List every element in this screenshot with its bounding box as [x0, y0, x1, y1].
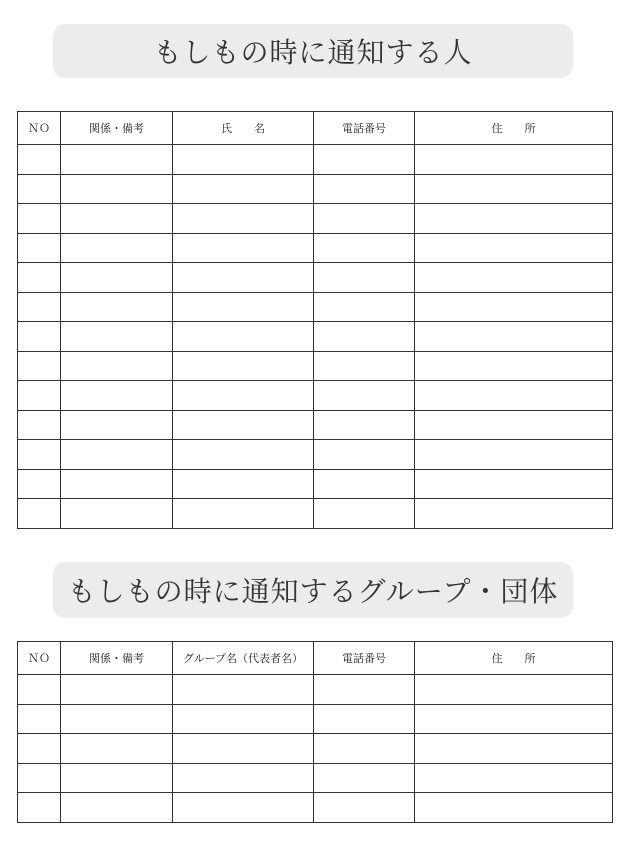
individual-cell-no[interactable]	[18, 145, 61, 175]
individual-cell-name[interactable]	[173, 469, 314, 499]
table-row	[18, 263, 613, 293]
individual-cell-name[interactable]	[173, 410, 314, 440]
individual-cell-address[interactable]	[415, 322, 613, 352]
table-row	[18, 763, 613, 793]
individual-cell-phone[interactable]	[314, 233, 415, 263]
individuals-title-text: もしもの時に通知する人	[153, 36, 473, 69]
individual-cell-phone[interactable]	[314, 410, 415, 440]
individual-cell-phone[interactable]	[314, 381, 415, 411]
group-cell-phone[interactable]	[314, 763, 415, 793]
group-cell-address[interactable]	[415, 734, 613, 764]
individual-cell-name[interactable]	[173, 263, 314, 293]
individuals-contact-table	[17, 111, 613, 529]
individual-cell-no[interactable]	[18, 499, 61, 529]
individual-cell-name[interactable]	[173, 292, 314, 322]
individual-cell-phone[interactable]	[314, 263, 415, 293]
header-group-name: グループ名（代表者名）	[173, 642, 314, 675]
individual-cell-no[interactable]	[18, 381, 61, 411]
header-address: 住 所	[415, 112, 613, 145]
table-row	[18, 499, 613, 529]
individual-cell-address[interactable]	[415, 145, 613, 175]
individual-cell-name[interactable]	[173, 145, 314, 175]
individual-cell-relation[interactable]	[61, 410, 173, 440]
individual-cell-no[interactable]	[18, 204, 61, 234]
individual-cell-address[interactable]	[415, 351, 613, 381]
individual-cell-no[interactable]	[18, 233, 61, 263]
individual-cell-address[interactable]	[415, 263, 613, 293]
header-relation: 関係・備考	[61, 642, 173, 675]
group-cell-no[interactable]	[18, 763, 61, 793]
individual-cell-phone[interactable]	[314, 174, 415, 204]
group-cell-no[interactable]	[18, 734, 61, 764]
individual-cell-relation[interactable]	[61, 469, 173, 499]
individual-cell-relation[interactable]	[61, 204, 173, 234]
individual-cell-phone[interactable]	[314, 145, 415, 175]
header-phone: 電話番号	[314, 642, 415, 675]
individual-cell-relation[interactable]	[61, 322, 173, 352]
individual-cell-name[interactable]	[173, 322, 314, 352]
individuals-section-title	[53, 24, 573, 78]
table-row	[18, 675, 613, 705]
group-cell-phone[interactable]	[314, 704, 415, 734]
individual-cell-name[interactable]	[173, 440, 314, 470]
header-phone: 電話番号	[314, 112, 415, 145]
table-header-row	[18, 642, 613, 675]
individual-cell-name[interactable]	[173, 351, 314, 381]
group-cell-relation[interactable]	[61, 704, 173, 734]
individual-cell-relation[interactable]	[61, 174, 173, 204]
table-row	[18, 440, 613, 470]
group-cell-name[interactable]	[173, 763, 314, 793]
individual-cell-phone[interactable]	[314, 322, 415, 352]
table-row	[18, 174, 613, 204]
individual-cell-name[interactable]	[173, 233, 314, 263]
individual-cell-phone[interactable]	[314, 499, 415, 529]
groups-title-text: もしもの時に通知するグループ・団体	[67, 575, 559, 608]
individual-cell-relation[interactable]	[61, 351, 173, 381]
header-name: 氏 名	[173, 112, 314, 145]
individual-cell-address[interactable]	[415, 410, 613, 440]
individual-cell-name[interactable]	[173, 381, 314, 411]
group-cell-name[interactable]	[173, 793, 314, 823]
individual-cell-name[interactable]	[173, 499, 314, 529]
group-cell-name[interactable]	[173, 675, 314, 705]
group-cell-name[interactable]	[173, 734, 314, 764]
group-cell-no[interactable]	[18, 793, 61, 823]
group-cell-no[interactable]	[18, 675, 61, 705]
group-cell-phone[interactable]	[314, 793, 415, 823]
individual-cell-phone[interactable]	[314, 469, 415, 499]
individual-cell-no[interactable]	[18, 174, 61, 204]
individual-cell-phone[interactable]	[314, 351, 415, 381]
individual-cell-phone[interactable]	[314, 292, 415, 322]
group-cell-phone[interactable]	[314, 675, 415, 705]
individuals-table-body	[18, 145, 613, 529]
individual-cell-name[interactable]	[173, 174, 314, 204]
table-row	[18, 734, 613, 764]
table-row	[18, 322, 613, 352]
individual-cell-name[interactable]	[173, 204, 314, 234]
group-cell-name[interactable]	[173, 704, 314, 734]
individual-cell-phone[interactable]	[314, 204, 415, 234]
group-cell-phone[interactable]	[314, 734, 415, 764]
group-cell-relation[interactable]	[61, 675, 173, 705]
group-cell-relation[interactable]	[61, 763, 173, 793]
individual-cell-address[interactable]	[415, 174, 613, 204]
individual-cell-no[interactable]	[18, 469, 61, 499]
individual-cell-address[interactable]	[415, 440, 613, 470]
table-row	[18, 204, 613, 234]
individual-cell-address[interactable]	[415, 499, 613, 529]
group-cell-no[interactable]	[18, 704, 61, 734]
individual-cell-address[interactable]	[415, 381, 613, 411]
table-row	[18, 233, 613, 263]
table-row	[18, 145, 613, 175]
individual-cell-address[interactable]	[415, 292, 613, 322]
individual-cell-no[interactable]	[18, 263, 61, 293]
individual-cell-no[interactable]	[18, 292, 61, 322]
table-row	[18, 469, 613, 499]
individual-cell-no[interactable]	[18, 322, 61, 352]
individual-cell-phone[interactable]	[314, 440, 415, 470]
individual-cell-address[interactable]	[415, 233, 613, 263]
header-relation: 関係・備考	[61, 112, 173, 145]
individual-cell-relation[interactable]	[61, 145, 173, 175]
table-row	[18, 410, 613, 440]
groups-contact-table	[17, 641, 613, 823]
table-row	[18, 292, 613, 322]
table-header-row	[18, 112, 613, 145]
group-cell-address[interactable]	[415, 793, 613, 823]
individual-cell-address[interactable]	[415, 469, 613, 499]
individual-cell-no[interactable]	[18, 410, 61, 440]
group-cell-address[interactable]	[415, 675, 613, 705]
table-row	[18, 381, 613, 411]
table-row	[18, 704, 613, 734]
individual-cell-relation[interactable]	[61, 263, 173, 293]
header-no: ＮＯ	[18, 112, 61, 145]
individual-cell-relation[interactable]	[61, 292, 173, 322]
group-cell-relation[interactable]	[61, 793, 173, 823]
individual-cell-relation[interactable]	[61, 440, 173, 470]
groups-table-body	[18, 675, 613, 823]
individual-cell-relation[interactable]	[61, 381, 173, 411]
header-no: ＮＯ	[18, 642, 61, 675]
group-cell-relation[interactable]	[61, 734, 173, 764]
individual-cell-relation[interactable]	[61, 499, 173, 529]
individual-cell-relation[interactable]	[61, 233, 173, 263]
table-row	[18, 793, 613, 823]
individual-cell-no[interactable]	[18, 440, 61, 470]
individual-cell-no[interactable]	[18, 351, 61, 381]
header-address: 住 所	[415, 642, 613, 675]
groups-section-title	[53, 562, 573, 618]
group-cell-address[interactable]	[415, 763, 613, 793]
group-cell-address[interactable]	[415, 704, 613, 734]
table-row	[18, 351, 613, 381]
individual-cell-address[interactable]	[415, 204, 613, 234]
